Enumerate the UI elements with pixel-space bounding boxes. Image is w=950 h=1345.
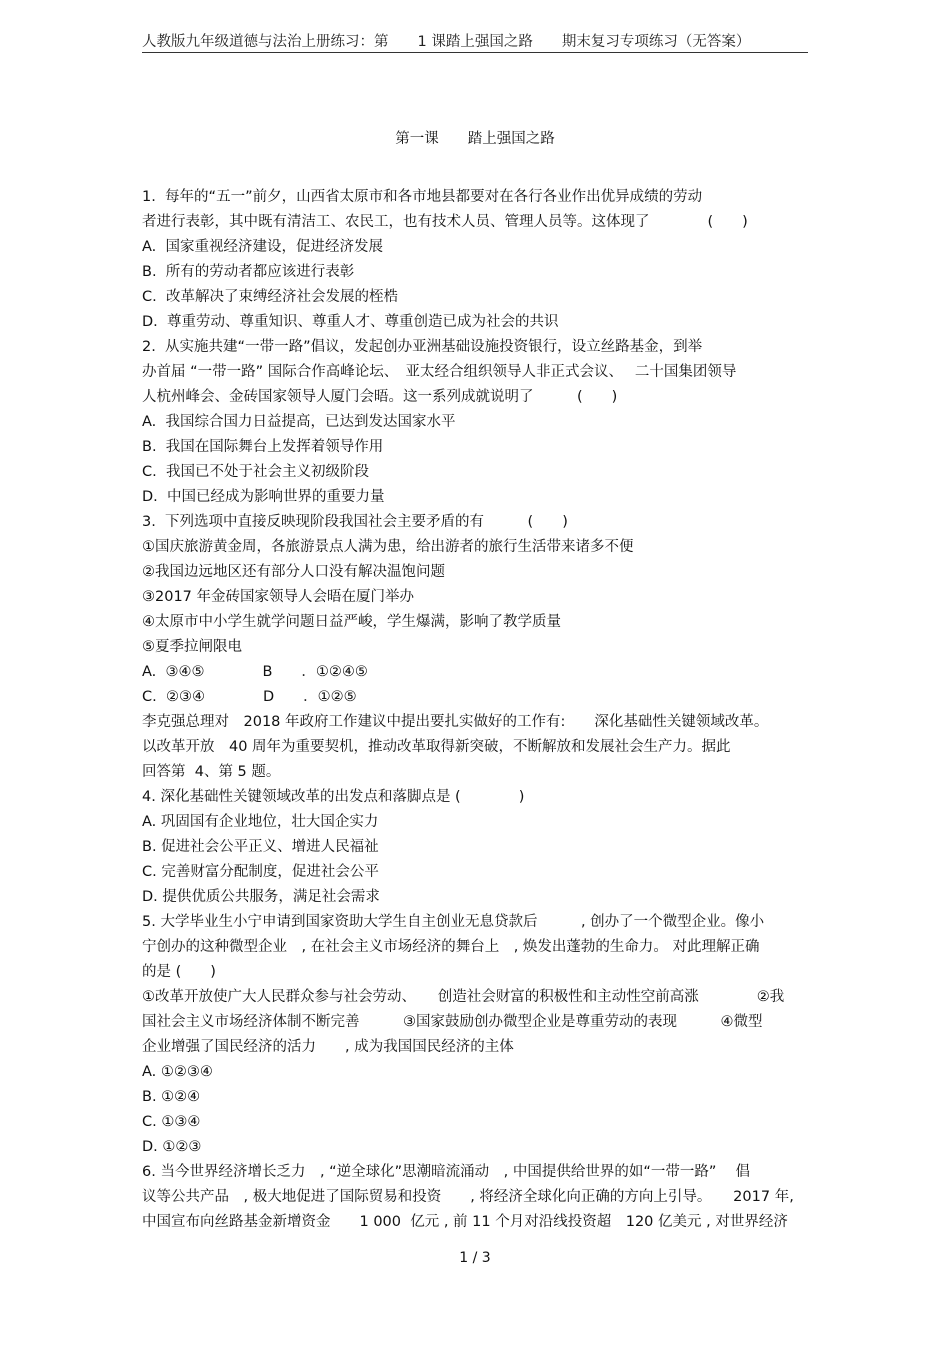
text-line: D. ①②③ [142,1139,202,1155]
text-line: A. ③④⑤ B ．①②④⑤ [142,664,368,680]
text-line: 企业增强了国民经济的活力 , 成为我国国民经济的主体 [142,1039,514,1055]
text-line: 办首届 “一带一路” 国际合作高峰论坛、 亚太经合组织领导人非正式会议、 二十国集团领导 [142,364,737,380]
text-line: A. 巩固国有企业地位，壮大国企实力 [142,814,379,830]
text-line: 以改革开放 40 周年为重要契机，推动改革取得新突破，不断解放和发展社会生产力。据此 [142,739,731,755]
text-line: D. 提供优质公共服务，满足社会需求 [142,889,380,905]
text-line: 议等公共产品 , 极大地促进了国际贸易和投资 , 将经济全球化向正确的方向上引导。 2017 年, [142,1189,794,1205]
text-line: D. 尊重劳动、尊重知识、尊重人才、尊重创造已成为社会的共识 [142,314,559,330]
text-line: ③2017 年金砖国家领导人会晤在厦门举办 [142,589,415,605]
text-line: C. 完善财富分配制度，促进社会公平 [142,864,379,880]
text-line: 国社会主义市场经济体制不断完善 ③国家鼓励创办微型企业是尊重劳动的表现 ④微型 [142,1014,763,1030]
text-line: C. ①③④ [142,1114,201,1130]
text-line: ①国庆旅游黄金周，各旅游景点人满为患，给出游者的旅行生活带来诸多不便 [142,539,634,555]
page-number: 1 / 3 [459,1250,491,1266]
text-line: ①改革开放使广大人民群众参与社会劳动、 创造社会财富的积极性和主动性空前高涨 ②我 [142,989,785,1005]
text-line: D. 中国已经成为影响世界的重要力量 [142,489,385,505]
lesson-title: 第一课 踏上强国之路 [395,131,555,147]
text-line: ②我国边远地区还有部分人口没有解决温饱问题 [142,564,445,580]
text-line: ⑤夏季拉闸限电 [142,639,242,655]
text-line: 的是 ( ) [142,964,216,980]
text-line: B. ①②④ [142,1089,201,1105]
text-line: B. 促进社会公平正义、增进人民福祉 [142,839,379,855]
text-line: 5. 大学毕业生小宁申请到国家资助大学生自主创业无息贷款后 , 创办了一个微型企业。像小 [142,914,765,930]
text-line: A. ①②③④ [142,1064,213,1080]
text-line: 者进行表彰，其中既有清洁工、农民工，也有技术人员、管理人员等。这体现了 ( ) [142,214,748,230]
text-line: 李克强总理对 2018 年政府工作建议中提出要扎实做好的工作有: 深化基础性关键领域改革。 [142,714,769,730]
text-line: 3. 下列选项中直接反映现阶段我国社会主要矛盾的有 ( ) [142,514,568,530]
text-line: C. ②③④ D ．①②⑤ [142,689,357,705]
text-line: 人杭州峰会、金砖国家领导人厦门会晤。这一系列成就说明了 ( ) [142,389,618,405]
text-line: 6. 当今世界经济增长乏力 , “逆全球化”思潮暗流涌动 , 中国提供给世界的如“一带一路” 倡 [142,1164,751,1180]
header-rule [142,52,808,53]
text-line: 2. 从实施共建“一带一路”倡议，发起创办亚洲基础设施投资银行，设立丝路基金，到举 [142,339,703,355]
text-line: C. 我国已不处于社会主义初级阶段 [142,464,369,480]
text-line: 宁创办的这种微型企业 , 在社会主义市场经济的舞台上 , 焕发出蓬勃的生命力。 对此理解正确 [142,939,760,955]
text-line: 中国宣布向丝路基金新增资金 1 000 亿元 , 前 11 个月对沿线投资超 120 亿美元 , 对世界经济 [142,1214,788,1230]
text-line: B. 所有的劳动者都应该进行表彰 [142,264,355,280]
document-body [142,185,817,1235]
text-line: A. 我国综合国力日益提高，已达到发达国家水平 [142,414,456,430]
text-line: ④太原市中小学生就学问题日益严峻，学生爆满，影响了教学质量 [142,614,561,630]
text-line: A. 国家重视经济建设，促进经济发展 [142,239,383,255]
text-line: 4. 深化基础性关键领域改革的出发点和落脚点是 ( ) [142,789,525,805]
text-line: C. 改革解决了束缚经济社会发展的桎梏 [142,289,398,305]
text-line: B. 我国在国际舞台上发挥着领导作用 [142,439,384,455]
text-line: 回答第 4、第 5 题。 [142,764,281,780]
page-header: 人教版九年级道德与法治上册练习：第 1 课踏上强国之路 期末复习专项练习（无答案） [142,34,751,50]
text-line: 1. 每年的“五一”前夕，山西省太原市和各市地县都要对在各行各业作出优异成绩的劳动 [142,189,703,205]
